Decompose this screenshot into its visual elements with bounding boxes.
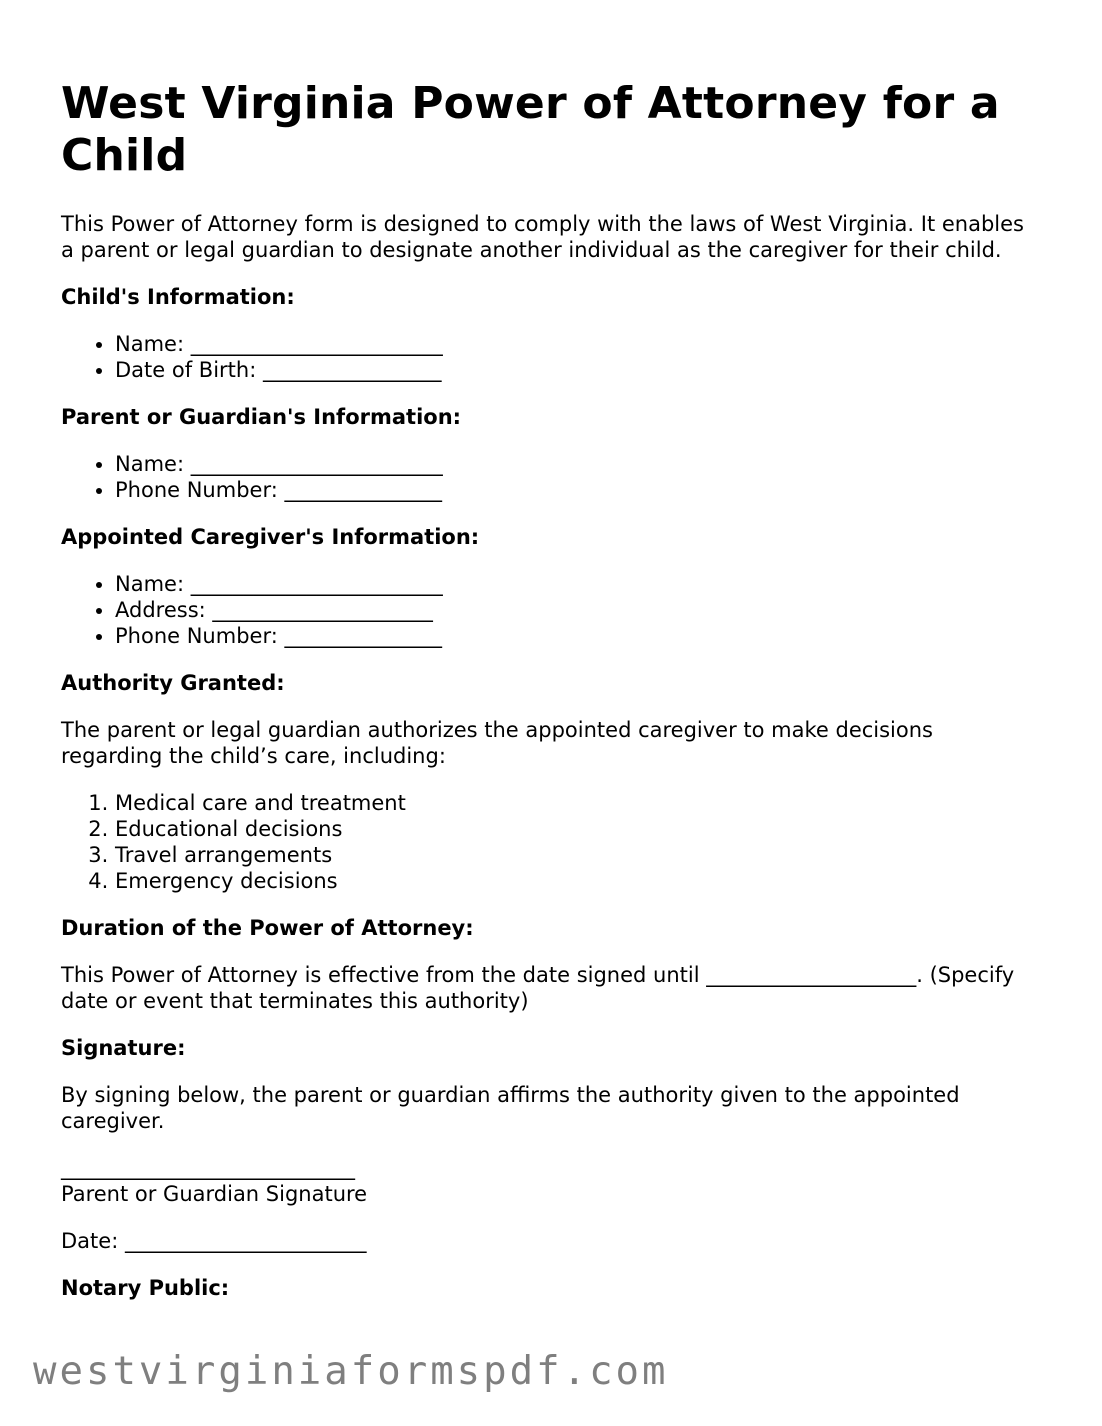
document-title: West Virginia Power of Attorney for a Child [61,78,1000,181]
authority-item-travel: 3. Travel arrangements [115,842,1041,868]
child-info-list [61,331,1041,383]
authority-heading: Authority Granted: [61,671,285,695]
child-info-heading: Child's Information: [61,285,295,309]
authority-item-emergency: 4. Emergency decisions [115,868,1041,894]
caregiver-info-list [61,571,1041,649]
signature-line: ____________________________ [61,1156,355,1180]
signature-date-field: Date: _______________________ [61,1229,367,1253]
authority-paragraph: The parent or legal guardian authorizes the appointed caregiver to make decisions regarding the child’s care, including: [61,718,933,768]
signature-heading: Signature: [61,1036,186,1060]
signature-label: Parent or Guardian Signature [61,1182,368,1206]
intro-paragraph: This Power of Attorney form is designed to comply with the laws of West Virginia. It enables a parent or legal guardian to designate another individual as the caregiver for their child. [61,212,1024,262]
document-page [61,78,1041,1322]
parent-info-heading: Parent or Guardian's Information: [61,405,462,429]
parent-info-list [61,451,1041,503]
child-name-field: • Name: ________________________ [115,331,1041,357]
parent-name-field: • Name: ________________________ [115,451,1041,477]
site-watermark: westvirginiaformspdf.com [33,1349,669,1394]
child-dob-field: • Date of Birth: _________________ [115,357,1041,383]
caregiver-phone-field: • Phone Number: _______________ [115,623,1041,649]
caregiver-address-field: • Address: _____________________ [115,597,1041,623]
authority-item-medical: 1. Medical care and treatment [115,790,1041,816]
signature-paragraph: By signing below, the parent or guardian affirms the authority given to the appointed caregiver. [61,1083,960,1133]
duration-heading: Duration of the Power of Attorney: [61,916,474,940]
parent-phone-field: • Phone Number: _______________ [115,477,1041,503]
caregiver-name-field: • Name: ________________________ [115,571,1041,597]
authority-list [61,790,1041,894]
duration-paragraph: This Power of Attorney is effective from the date signed until ____________________. (Specify date or event that terminates this authority) [61,963,1015,1013]
caregiver-info-heading: Appointed Caregiver's Information: [61,525,480,549]
authority-item-educational: 2. Educational decisions [115,816,1041,842]
notary-heading: Notary Public: [61,1276,230,1300]
